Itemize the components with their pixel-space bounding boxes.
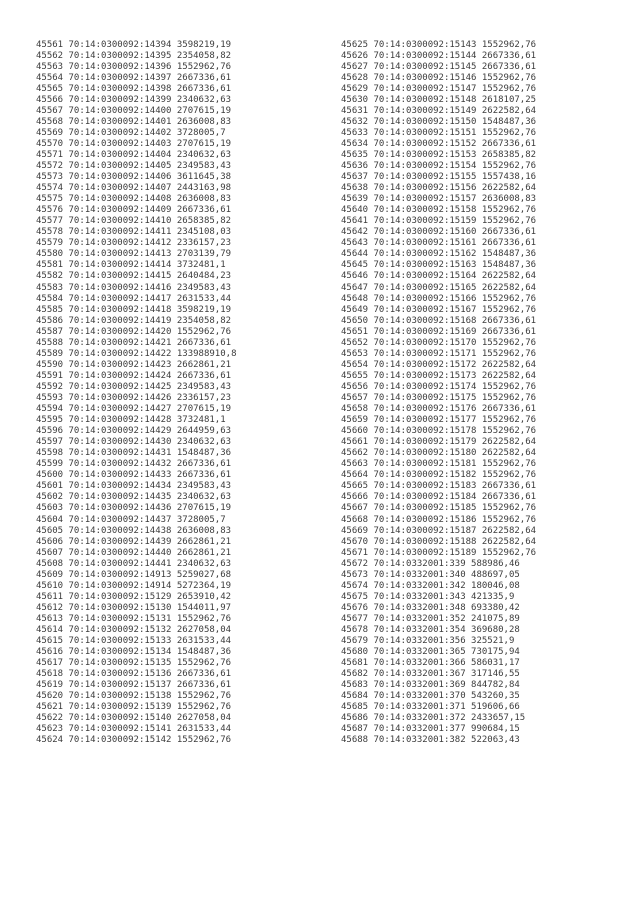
data-row: 45632 70:14:0300092:15150 1548487,36 [341,116,537,127]
data-row: 45607 70:14:0300092:14440 2662861,21 [36,547,232,558]
right-column [341,40,536,747]
data-row: 45633 70:14:0300092:15151 1552962,76 [341,127,537,138]
data-row: 45672 70:14:0332001:339 588986,46 [341,558,520,569]
data-row: 45653 70:14:0300092:15171 1552962,76 [341,348,537,359]
data-row: 45659 70:14:0300092:15177 1552962,76 [341,415,537,426]
left-column [36,40,236,747]
data-row: 45674 70:14:0332001:342 180046,08 [341,580,520,591]
data-row: 45642 70:14:0300092:15160 2667336,61 [341,227,537,238]
data-row: 45561 70:14:0300092:14394 3598219,19 [36,39,232,50]
data-row: 45592 70:14:0300092:14425 2349583,43 [36,381,232,392]
data-row: 45625 70:14:0300092:15143 1552962,76 [341,39,537,50]
data-row: 45562 70:14:0300092:14395 2354058,82 [36,50,232,61]
data-row: 45605 70:14:0300092:14438 2636008,83 [36,525,232,536]
data-row: 45579 70:14:0300092:14412 2336157,23 [36,238,232,249]
data-row: 45580 70:14:0300092:14413 2703139,79 [36,249,232,260]
data-row: 45687 70:14:0332001:377 990684,15 [341,724,520,735]
data-row: 45600 70:14:0300092:14433 2667336,61 [36,470,232,481]
data-row: 45577 70:14:0300092:14410 2658385,82 [36,216,232,227]
data-row: 45673 70:14:0332001:340 488697,05 [341,569,520,580]
data-row: 45683 70:14:0332001:369 844782,84 [341,680,520,691]
data-row: 45575 70:14:0300092:14408 2636008,83 [36,194,232,205]
data-row: 45668 70:14:0300092:15186 1552962,76 [341,514,537,525]
data-row: 45651 70:14:0300092:15169 2667336,61 [341,326,537,337]
data-row: 45564 70:14:0300092:14397 2667336,61 [36,72,232,83]
data-row: 45678 70:14:0332001:354 369680,28 [341,624,520,635]
data-row: 45587 70:14:0300092:14420 1552962,76 [36,326,232,337]
data-row: 45619 70:14:0300092:15137 2667336,61 [36,680,232,691]
data-row: 45622 70:14:0300092:15140 2627058,04 [36,713,232,724]
data-row: 45621 70:14:0300092:15139 1552962,76 [36,702,232,713]
data-row: 45636 70:14:0300092:15154 1552962,76 [341,161,537,172]
data-row: 45586 70:14:0300092:14419 2354058,82 [36,315,232,326]
data-row: 45620 70:14:0300092:15138 1552962,76 [36,691,232,702]
data-row: 45641 70:14:0300092:15159 1552962,76 [341,216,537,227]
data-row: 45660 70:14:0300092:15178 1552962,76 [341,426,537,437]
data-row: 45677 70:14:0332001:352 241075,89 [341,613,520,624]
data-row: 45574 70:14:0300092:14407 2443163,98 [36,183,232,194]
data-row: 45566 70:14:0300092:14399 2340632,63 [36,94,232,105]
data-row: 45629 70:14:0300092:15147 1552962,76 [341,83,537,94]
data-row: 45666 70:14:0300092:15184 2667336,61 [341,492,537,503]
data-row: 45670 70:14:0300092:15188 2622582,64 [341,536,537,547]
data-row: 45631 70:14:0300092:15149 2622582,64 [341,105,537,116]
data-row: 45606 70:14:0300092:14439 2662861,21 [36,536,232,547]
data-row: 45637 70:14:0300092:15155 1557438,16 [341,172,537,183]
data-row: 45675 70:14:0332001:343 421335,9 [341,591,515,602]
data-row: 45570 70:14:0300092:14403 2707615,19 [36,138,232,149]
data-row: 45684 70:14:0332001:370 543260,35 [341,691,520,702]
data-row: 45685 70:14:0332001:371 519606,66 [341,702,520,713]
data-row: 45617 70:14:0300092:15135 1552962,76 [36,658,232,669]
data-row: 45594 70:14:0300092:14427 2707615,19 [36,404,232,415]
data-row: 45582 70:14:0300092:14415 2640484,23 [36,271,232,282]
data-row: 45568 70:14:0300092:14401 2636008,83 [36,116,232,127]
data-row: 45681 70:14:0332001:366 586031,17 [341,658,520,669]
data-row: 45603 70:14:0300092:14436 2707615,19 [36,503,232,514]
data-row: 45654 70:14:0300092:15172 2622582,64 [341,359,537,370]
data-row: 45595 70:14:0300092:14428 3732481,1 [36,415,226,426]
data-row: 45667 70:14:0300092:15185 1552962,76 [341,503,537,514]
data-row: 45648 70:14:0300092:15166 1552962,76 [341,293,537,304]
data-row: 45602 70:14:0300092:14435 2340632,63 [36,492,232,503]
data-row: 45588 70:14:0300092:14421 2667336,61 [36,337,232,348]
data-row: 45583 70:14:0300092:14416 2349583,43 [36,282,232,293]
data-row: 45623 70:14:0300092:15141 2631533,44 [36,724,232,735]
data-row: 45613 70:14:0300092:15131 1552962,76 [36,613,232,624]
data-row: 45646 70:14:0300092:15164 2622582,64 [341,271,537,282]
data-row: 45644 70:14:0300092:15162 1548487,36 [341,249,537,260]
data-row: 45682 70:14:0332001:367 317146,55 [341,669,520,680]
data-row: 45686 70:14:0332001:372 2433657,15 [341,713,526,724]
data-row: 45643 70:14:0300092:15161 2667336,61 [341,238,537,249]
data-row: 45609 70:14:0300092:14913 5259027,68 [36,569,232,580]
data-row: 45630 70:14:0300092:15148 2618107,25 [341,94,537,105]
data-row: 45604 70:14:0300092:14437 3728005,7 [36,514,226,525]
data-row: 45658 70:14:0300092:15176 2667336,61 [341,404,537,415]
data-row: 45610 70:14:0300092:14914 5272364,19 [36,580,232,591]
data-row: 45655 70:14:0300092:15173 2622582,64 [341,370,537,381]
data-row: 45645 70:14:0300092:15163 1548487,36 [341,260,537,271]
data-row: 45578 70:14:0300092:14411 2345108,03 [36,227,232,238]
data-row: 45634 70:14:0300092:15152 2667336,61 [341,138,537,149]
data-row: 45656 70:14:0300092:15174 1552962,76 [341,381,537,392]
data-row: 45598 70:14:0300092:14431 1548487,36 [36,448,232,459]
data-row: 45576 70:14:0300092:14409 2667336,61 [36,205,232,216]
data-row: 45565 70:14:0300092:14398 2667336,61 [36,83,232,94]
data-row: 45611 70:14:0300092:15129 2653910,42 [36,591,232,602]
data-row: 45569 70:14:0300092:14402 3728005,7 [36,127,226,138]
data-row: 45628 70:14:0300092:15146 1552962,76 [341,72,537,83]
data-row: 45669 70:14:0300092:15187 2622582,64 [341,525,537,536]
data-row: 45662 70:14:0300092:15180 2622582,64 [341,448,537,459]
data-row: 45676 70:14:0332001:348 693380,42 [341,602,520,613]
data-row: 45679 70:14:0332001:356 325521,9 [341,636,515,647]
data-row: 45638 70:14:0300092:15156 2622582,64 [341,183,537,194]
data-row: 45626 70:14:0300092:15144 2667336,61 [341,50,537,61]
data-row: 45590 70:14:0300092:14423 2662861,21 [36,359,232,370]
data-row: 45635 70:14:0300092:15153 2658385,82 [341,149,537,160]
data-row: 45615 70:14:0300092:15133 2631533,44 [36,636,232,647]
data-row: 45567 70:14:0300092:14400 2707615,19 [36,105,232,116]
data-row: 45652 70:14:0300092:15170 1552962,76 [341,337,537,348]
data-row: 45601 70:14:0300092:14434 2349583,43 [36,481,232,492]
data-row: 45572 70:14:0300092:14405 2349583,43 [36,161,232,172]
data-row: 45640 70:14:0300092:15158 1552962,76 [341,205,537,216]
data-row: 45618 70:14:0300092:15136 2667336,61 [36,669,232,680]
data-row: 45591 70:14:0300092:14424 2667336,61 [36,370,232,381]
data-row: 45563 70:14:0300092:14396 1552962,76 [36,61,232,72]
data-row: 45649 70:14:0300092:15167 1552962,76 [341,304,537,315]
data-row: 45608 70:14:0300092:14441 2340632,63 [36,558,232,569]
data-row: 45596 70:14:0300092:14429 2644959,63 [36,426,232,437]
data-row: 45571 70:14:0300092:14404 2340632,63 [36,149,232,160]
data-row: 45616 70:14:0300092:15134 1548487,36 [36,647,232,658]
data-row: 45627 70:14:0300092:15145 2667336,61 [341,61,537,72]
data-row: 45599 70:14:0300092:14432 2667336,61 [36,459,232,470]
data-row: 45584 70:14:0300092:14417 2631533,44 [36,293,232,304]
data-row: 45647 70:14:0300092:15165 2622582,64 [341,282,537,293]
data-row: 45661 70:14:0300092:15179 2622582,64 [341,437,537,448]
data-row: 45624 70:14:0300092:15142 1552962,76 [36,735,232,746]
data-row: 45663 70:14:0300092:15181 1552962,76 [341,459,537,470]
data-row: 45597 70:14:0300092:14430 2340632,63 [36,437,232,448]
data-row: 45639 70:14:0300092:15157 2636008,83 [341,194,537,205]
data-row: 45593 70:14:0300092:14426 2336157,23 [36,393,232,403]
data-row: 45665 70:14:0300092:15183 2667336,61 [341,481,537,492]
data-row: 45585 70:14:0300092:14418 3598219,19 [36,304,232,315]
data-row: 45664 70:14:0300092:15182 1552962,76 [341,470,537,481]
data-row: 45657 70:14:0300092:15175 1552962,76 [341,393,537,403]
data-row: 45614 70:14:0300092:15132 2627058,04 [36,624,232,635]
data-row: 45671 70:14:0300092:15189 1552962,76 [341,547,537,558]
data-row: 45688 70:14:0332001:382 522063,43 [341,735,520,746]
data-row: 45680 70:14:0332001:365 730175,94 [341,647,520,658]
data-row: 45581 70:14:0300092:14414 3732481,1 [36,260,226,271]
data-row: 45650 70:14:0300092:15168 2667336,61 [341,315,537,326]
data-row: 45589 70:14:0300092:14422 133988910,8 [36,348,237,359]
data-row: 45573 70:14:0300092:14406 3611645,38 [36,172,232,183]
data-row: 45612 70:14:0300092:15130 1544011,97 [36,602,232,613]
